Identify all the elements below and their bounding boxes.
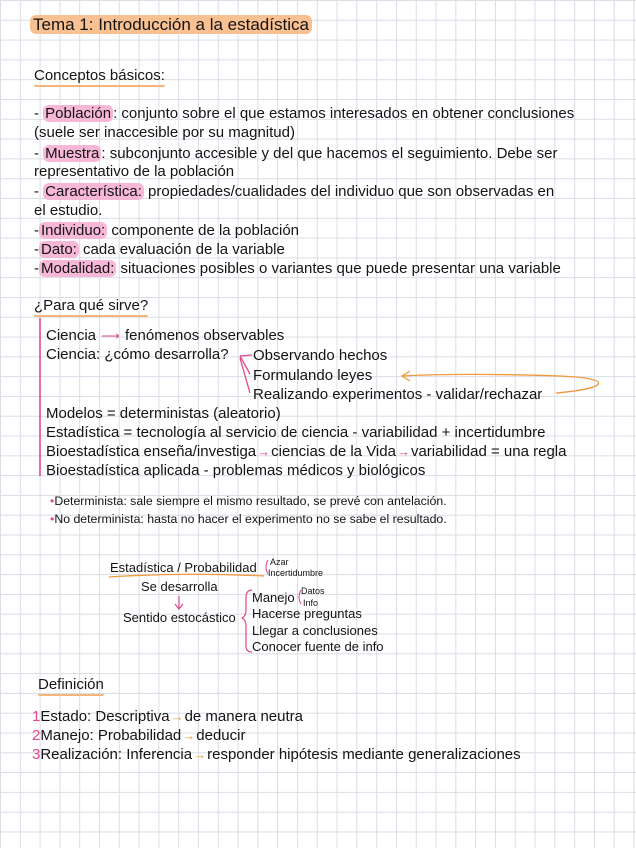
para-line-6: Bioestadística aplicada - problemas médicos y biológicos — [46, 462, 426, 479]
down-arrow — [175, 596, 183, 609]
arrow-right-icon: → — [170, 708, 184, 724]
definicion-row-3: 3Realización: Inferencia→responder hipótesis mediante generalizaciones — [32, 746, 521, 763]
branch-observando: Observando hechos — [253, 347, 388, 364]
number-2: 2 — [32, 727, 41, 744]
arrow-right-icon: → — [182, 727, 196, 743]
branch-lines — [240, 355, 252, 393]
concept-modalidad: - Modalidad: situaciones posibles o variantes que puede presentar una variable — [34, 260, 561, 277]
note-no-determinista: •No determinista: hasta no hacer el experimento no se sabe el resultado. — [50, 512, 447, 526]
diagram-desarrolla: Se desarrolla — [141, 579, 218, 594]
para-line-3: Modelos = deterministas (aleatorio) — [46, 405, 281, 422]
concept-individuo: - Individuo: componente de la población — [34, 222, 300, 239]
concept-muestra-cont: representativo de la población — [34, 163, 235, 180]
bullet-dot-icon: • — [50, 494, 55, 508]
concept-dato: - Dato: cada evaluación de la variable — [34, 241, 285, 258]
diagram-azar: Azar — [270, 557, 289, 567]
arrow-right-icon: → — [257, 443, 271, 459]
diagram-preguntas: Hacerse preguntas — [252, 606, 362, 621]
term-modalidad: Modalidad: — [41, 260, 115, 277]
diagram-info: Info — [303, 598, 319, 608]
diagram-manejo: Manejo — [252, 590, 295, 605]
concept-poblacion-cont: (suele ser inaccesible por su magnitud) — [34, 124, 295, 141]
number-3: 3 — [32, 746, 41, 763]
concept-caracteristica-cont: el estudio. — [34, 202, 103, 219]
definicion-row-2: 2Manejo: Probabilidad→deducir — [32, 727, 246, 744]
term-individuo: Individuo: — [41, 222, 106, 239]
term-muestra: Muestra — [45, 145, 100, 162]
concept-caracteristica: - Característica: propiedades/cualidades del individuo que son observadas en — [34, 183, 555, 200]
diagram-sentido: Sentido estocástico — [123, 610, 236, 625]
conceptos-heading: Conceptos básicos: — [34, 67, 165, 84]
arrow-right-icon: ⟶ — [101, 327, 120, 343]
para-line-1: Ciencia ⟶ fenómenos observables — [46, 327, 285, 344]
branch-formulando: Formulando leyes — [253, 367, 373, 384]
curve-arrowhead — [402, 371, 410, 381]
para-heading: ¿Para qué sirve? — [34, 297, 148, 314]
list-brace — [242, 590, 252, 652]
arrow-right-icon: → — [193, 746, 207, 762]
diagram-incertidumbre: Incertidumbre — [268, 568, 324, 578]
bullet-dot-icon: • — [50, 512, 55, 526]
diagram-datos: Datos — [301, 586, 325, 596]
para-line-5: Bioestadística enseña/investiga→ciencias de la Vida→variabilidad = una regla — [46, 443, 567, 460]
diagram-conclusiones: Llegar a conclusiones — [252, 623, 378, 638]
diagram-fuente: Conocer fuente de info — [252, 639, 384, 654]
number-1: 1 — [32, 708, 41, 725]
concept-muestra: - Muestra : subconjunto accesible y del que hacemos el seguimiento. Debe ser — [34, 145, 558, 162]
definicion-row-1: 1Estado: Descriptiva→de manera neutra — [32, 708, 303, 725]
term-poblacion: Población — [45, 105, 112, 122]
page-title: Tema 1: Introducción a la estadística — [30, 15, 312, 35]
branch-realizando: Realizando experimentos - validar/rechazar — [253, 386, 543, 403]
arrow-right-icon: → — [396, 443, 410, 459]
para-line-4: Estadística = tecnología al servicio de ciencia - variabilidad + incertidumbre — [46, 424, 546, 441]
term-caracteristica: Característica: — [45, 183, 142, 200]
definicion-heading: Definición — [38, 676, 104, 693]
concept-poblacion: - Población : conjunto sobre el que estamos interesados en obtener conclusiones — [34, 105, 575, 122]
para-line-2: Ciencia: ¿cómo desarrolla? — [46, 346, 229, 363]
term-dato: Dato: — [41, 241, 77, 258]
note-determinista: •Determinista: sale siempre el mismo resultado, se prevé con antelación. — [50, 494, 447, 508]
diagram-main: Estadística / Probabilidad — [110, 560, 257, 575]
